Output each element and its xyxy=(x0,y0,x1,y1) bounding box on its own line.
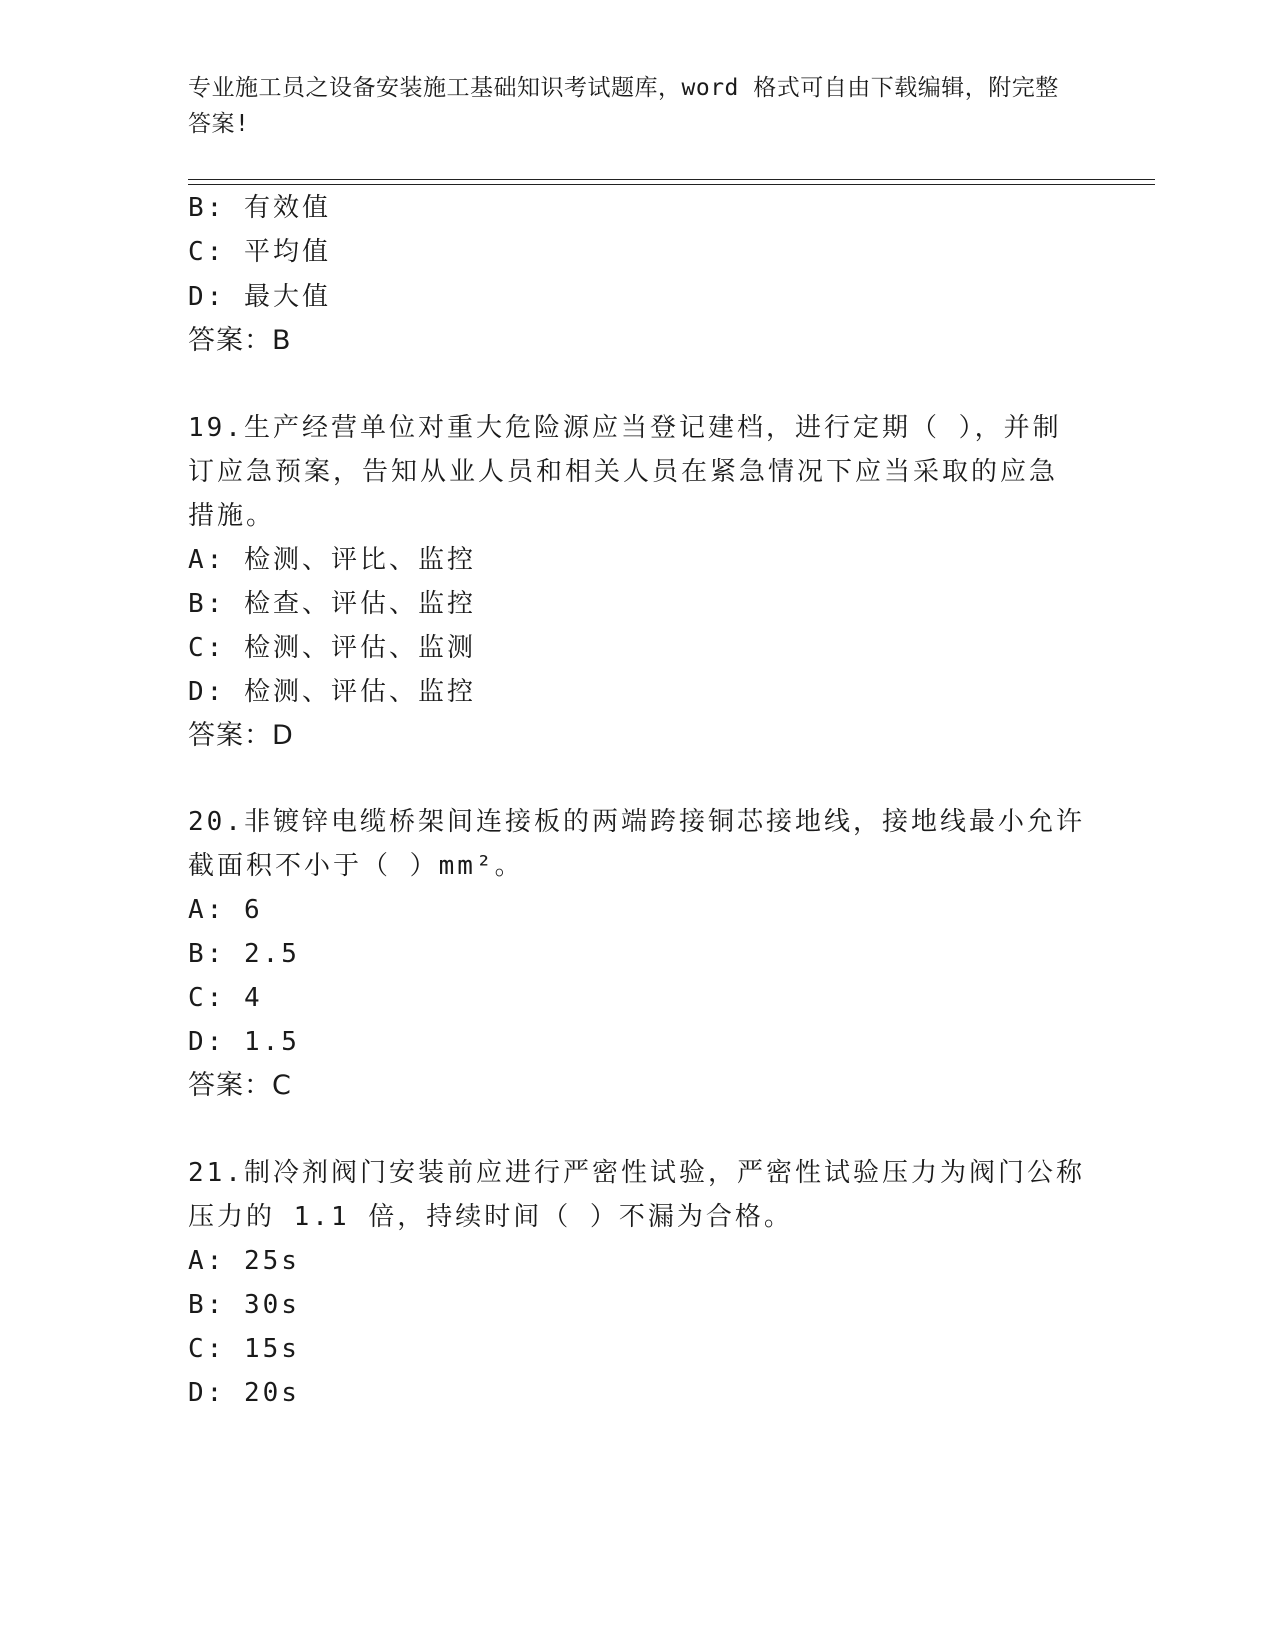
q20-answer: 答案：C xyxy=(188,1070,292,1101)
q21-stem-line-2: 压力的 1.1 倍，持续时间（ ）不漏为合格。 xyxy=(188,1202,793,1232)
q20-stem-line-1: 20.非镀锌电缆桥架间连接板的两端跨接铜芯接地线，接地线最小允许 xyxy=(188,807,1085,837)
q18-option-d: D: 最大值 xyxy=(188,282,331,312)
q19-option-d: D: 检测、评估、监控 xyxy=(188,677,476,707)
q19-answer: 答案：D xyxy=(188,720,294,751)
document-header: 专业施工员之设备安装施工基础知识考试题库，word 格式可自由下载编辑，附完整答案! xyxy=(188,75,1059,137)
q21-stem-line-1: 21.制冷剂阀门安装前应进行严密性试验，严密性试验压力为阀门公称 xyxy=(188,1158,1085,1188)
q18-answer: 答案：B xyxy=(188,325,292,356)
q20-option-a: A: 6 xyxy=(188,895,263,925)
header-rule-bottom xyxy=(188,184,1155,185)
q19-stem-line-3: 措施。 xyxy=(188,501,276,531)
q20-option-c: C: 4 xyxy=(188,983,263,1013)
header-rule-top xyxy=(188,179,1155,180)
q21-option-b: B: 30s xyxy=(188,1290,300,1320)
q21-option-c: C: 15s xyxy=(188,1334,300,1364)
q19-option-c: C: 检测、评估、监测 xyxy=(188,633,476,663)
q20-option-b: B: 2.5 xyxy=(188,939,300,969)
q19-option-a: A: 检测、评比、监控 xyxy=(188,545,476,575)
q18-option-b: B: 有效值 xyxy=(188,193,331,223)
q19-stem-line-2: 订应急预案，告知从业人员和相关人员在紧急情况下应当采取的应急 xyxy=(188,457,1059,487)
q20-stem-line-2: 截面积不小于（ ）mm²。 xyxy=(188,851,524,881)
q20-option-d: D: 1.5 xyxy=(188,1027,300,1057)
q21-option-a: A: 25s xyxy=(188,1246,300,1276)
q19-option-b: B: 检查、评估、监控 xyxy=(188,589,476,619)
q18-option-c: C: 平均值 xyxy=(188,237,331,267)
q21-option-d: D: 20s xyxy=(188,1378,300,1408)
q19-stem-line-1: 19.生产经营单位对重大危险源应当登记建档，进行定期（ ），并制 xyxy=(188,413,1062,443)
